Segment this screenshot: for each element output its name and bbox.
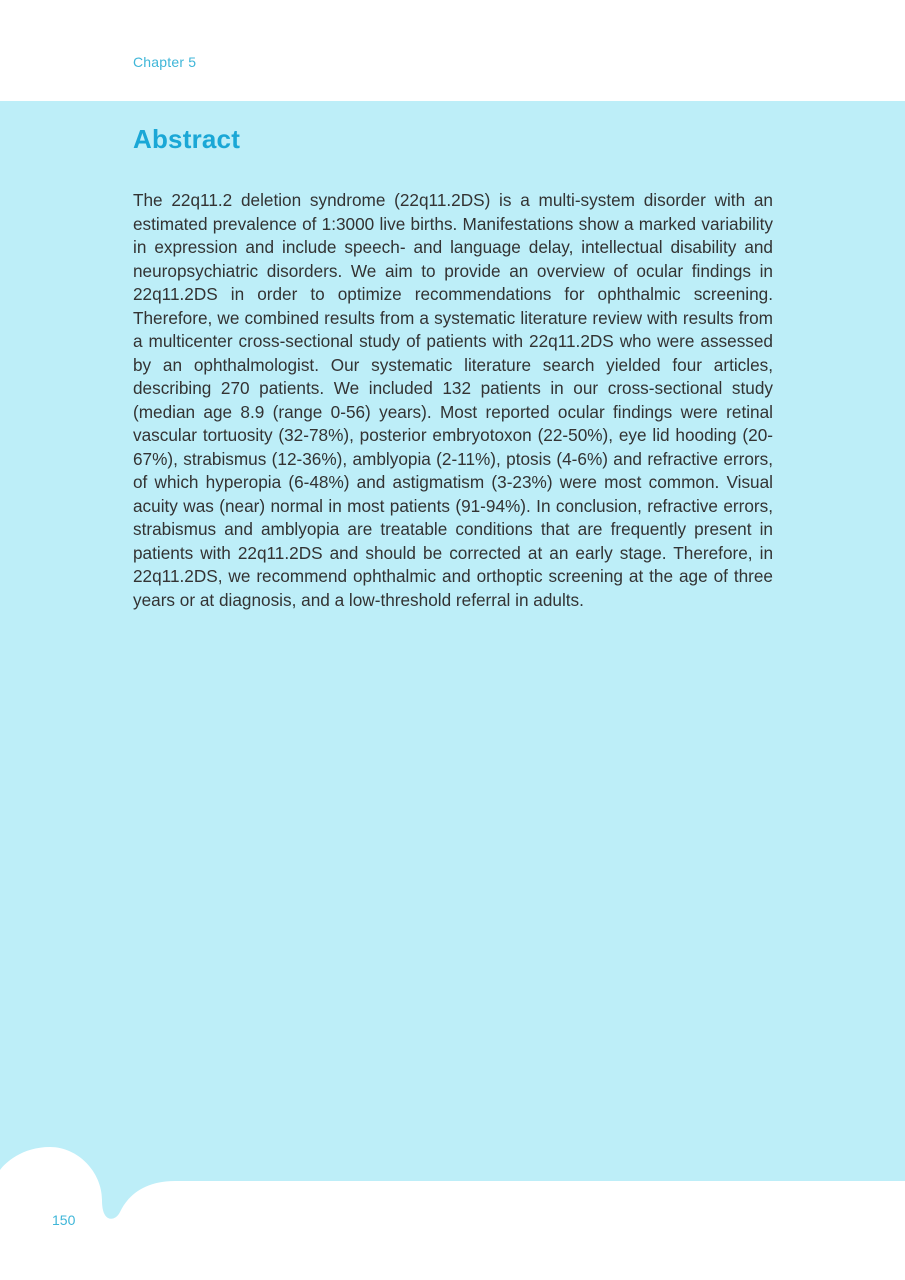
abstract-body-text: The 22q11.2 deletion syndrome (22q11.2DS) is a multi-system disorder with an estimated prevalence of 1:3000 live births. Manifestations show a marked variability in expression and include speech- and language delay, intellectual disability and neuropsychiatric disorders. We aim to provide an overview of ocular findings in 22q11.2DS in order to optimize recommendations for ophthalmic screening. Therefore, we combined results from a systematic literature review with results from a multicenter cross-sectional study of patients with 22q11.2DS who were assessed by an ophthalmologist. Our systematic literature search yielded four articles, describing 270 patients. We included 132 patients in our cross-sectional study (median age 8.9 (range 0-56) years). Most reported ocular findings were retinal vascular tortuosity (32-78%), posterior embryotoxon (22-50%), eye lid hooding (20-67%), strabismus (12-36%), amblyopia (2-11%), ptosis (4-6%) and refractive errors, of which hyperopia (6-48%) and astigmatism (3-23%) were most common. Visual acuity was (near) normal in most patients (91-94%). In conclusion, refractive errors, strabismus and amblyopia are treatable conditions that are frequently present in patients with 22q11.2DS and should be corrected at an early stage. Therefore, in 22q11.2DS, we recommend ophthalmic and orthoptic screening at the age of three years or at diagnosis, and a low-threshold referral in adults.: [133, 190, 773, 610]
page-number: 150: [52, 1212, 76, 1228]
running-header-chapter: Chapter 5: [133, 54, 197, 70]
abstract-heading: Abstract: [133, 124, 241, 154]
